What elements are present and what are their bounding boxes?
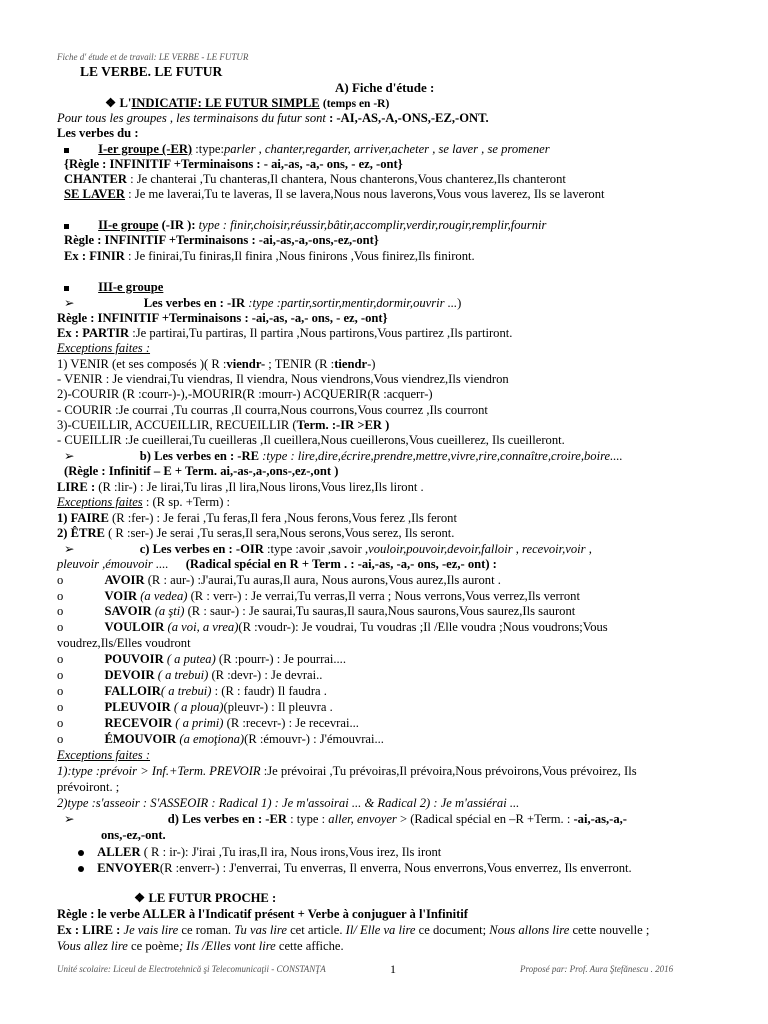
diamond-bullet-icon: ❖ (105, 96, 117, 110)
circle-bullet-icon: o (57, 732, 64, 746)
conj-cueillir: - CUEILLIR :Je cueillerai,Tu cueilleras ,Il cueillera,Nous cueillerons,Vous cueillerez, Ils cueilleront. (57, 433, 565, 447)
square-bullet-icon (64, 224, 69, 229)
arrow-bullet-icon: ➢ (64, 542, 75, 556)
circle-bullet-icon: o (57, 620, 64, 634)
group2-rule: Règle : INFINITIF +Terminaisons : -ai,-as,-a,-ons,-ez,-ont} (64, 233, 379, 247)
circle-bullet-icon: o (57, 604, 64, 618)
circle-bullet-icon: o (57, 668, 64, 682)
indicatif-heading: ❖ L'INDICATIF: LE FUTUR SIMPLE (temps en -R) (105, 96, 390, 110)
conj-vouloir-cont: voudrez,Ils/Elles voudront (57, 636, 191, 650)
exceptions-oir-heading: Exceptions faites : (57, 748, 151, 762)
group3-er-heading: ➢ d) Les verbes en : -ER : type : aller, envoyer > (Radical spécial en –R +Term. : -ai,-as,-a,- (64, 812, 627, 826)
conj-avoir: o AVOIR (R : aur-) :J'aurai,Tu auras,Il aura, Nous aurons,Vous aurez,Ils auront . (57, 573, 501, 587)
conj-recevoir: o RECEVOIR ( a primi) (R :recevr-) : Je recevrai... (57, 716, 359, 730)
round-bullet-icon (78, 866, 84, 872)
page-number: 1 (390, 962, 396, 976)
circle-bullet-icon: o (57, 716, 64, 730)
group3-re-rule: (Règle : Infinitif – E + Term. ai,-as-,a-,ons-,ez-,ont ) (64, 464, 339, 478)
section-a-heading: A) Fiche d'étude : (335, 80, 435, 95)
indicatif-title: INDICATIF: LE FUTUR SIMPLE (131, 96, 320, 110)
conj-courir: - COURIR :Je courrai ,Tu courras ,Il courra,Nous courrons,Vous courrez ,Ils courront (57, 403, 488, 417)
circle-bullet-icon: o (57, 573, 64, 587)
diamond-bullet-icon: ❖ (134, 891, 146, 905)
exception-prevoir: 1):type :prévoir > Inf.+Term. PREVOIR :Je prévoirai ,Tu prévoiras,Il prévoira,Nous prévoirons,Vous prévoirez, Ils (57, 764, 637, 778)
group3-partir: Ex : PARTIR :Je partirai,Tu partiras, Il partira ,Nous partirons,Vous partirez ,Ils partiront. (57, 326, 513, 340)
conj-pleuvoir: o PLEUVOIR ( a ploua)(pleuvr-) : Il pleuvra . (57, 700, 333, 714)
exceptions-ir-heading: Exceptions faites : (57, 341, 151, 355)
conj-falloir: o FALLOIR( a trebui) : (R : faudr) Il faudra . (57, 684, 327, 698)
group3-oir-rule: pleuvoir ,émouvoir .... (Radical spécial en R + Term . : -ai,-as, -a,- ons, -ez,- ont) : (57, 557, 497, 571)
group2-finir: Ex : FINIR : Je finirai,Tu finiras,Il finira ,Nous finirons ,Vous finirez,Ils finiront. (64, 249, 475, 263)
futur-proche-examples-cont: Vous allez lire ce poème; Ils /Elles vont lire cette affiche. (57, 939, 344, 953)
conj-pouvoir: o POUVOIR ( a putea) (R :pourr-) : Je pourrai.... (57, 652, 346, 666)
group3-oir-heading: ➢ c) Les verbes en : -OIR :type :avoir ,savoir ,vouloir,pouvoir,devoir,falloir , recevoir,voir , (64, 542, 592, 556)
group1-se-laver: SE LAVER : Je me laverai,Tu te laveras, Il se lavera,Nous nous laverons,Vous vous laverez, Ils se laveront (64, 187, 605, 201)
exception-prevoir-cont: prévoiront. ; (57, 780, 120, 794)
conj-faire: 1) FAIRE (R :fer-) : Je ferai ,Tu feras,Il fera ,Nous ferons,Vous ferez ,Ils feront (57, 511, 457, 525)
square-bullet-icon (64, 286, 69, 291)
exception-venir: 1) VENIR (et ses composés )( R :viendr- ; TENIR (R :tiendr-) (57, 357, 376, 371)
exceptions-re-heading: Exceptions faites : (R sp. +Term) : (57, 495, 231, 509)
group1-heading: I-er groupe (-ER) :type:parler , chanter,regarder, arriver,acheter , se laver , se promener (64, 142, 550, 157)
verbes-du-label: Les verbes du : (57, 126, 139, 140)
arrow-bullet-icon: ➢ (64, 296, 75, 310)
conj-envoyer: ENVOYER(R :enverr-) : J'enverrai, Tu enverras, Il enverra, Nous enverrons,Vous enverrez, Ils enverront. (78, 861, 632, 876)
conj-voir: o VOIR (a vedea) (R : verr-) : Je verrai,Tu verras,Il verra ; Nous verrons,Vous verrez,Ils verront (57, 589, 580, 603)
group2-heading: II-e groupe (-IR ): type : finir,choisir,réussir,bâtir,accomplir,verdir,rougir,remplir,fournir (64, 218, 546, 233)
arrow-bullet-icon: ➢ (64, 449, 75, 463)
exception-asseoir: 2)type :s'asseoir : S'ASSEOIR : Radical 1) : Je m'assoirai ... & Radical 2) : Je m'assiérai ... (57, 796, 520, 810)
footer-school: Unité scolaire: Liceul de Electrotehnică şi Telecomunicaţii - CONSTANŢA (57, 964, 326, 974)
circle-bullet-icon: o (57, 589, 64, 603)
futur-proche-heading: ❖ LE FUTUR PROCHE : (134, 891, 277, 905)
round-bullet-icon (78, 850, 84, 856)
circle-bullet-icon: o (57, 684, 64, 698)
conj-etre: 2) ÊTRE ( R :ser-) Je serai ,Tu seras,Il sera,Nous serons,Vous serez, Ils seront. (57, 526, 455, 540)
conj-devoir: o DEVOIR ( a trebui) (R :devr-) : Je devrai.. (57, 668, 323, 682)
exception-cueillir: 3)-CUEILLIR, ACCUEILLIR, RECUEILLIR (Term. :-IR >ER ) (57, 418, 390, 432)
conj-venir: - VENIR : Je viendrai,Tu viendras, Il viendra, Nous viendrons,Vous viendrez,Ils viendron (57, 372, 509, 386)
intro-line: Pour tous les groupes , les terminaisons du futur sont : -AI,-AS,-A,-ONS,-EZ,-ONT. (57, 111, 489, 125)
footer-author: Proposé par: Prof. Aura Ştefănescu . 2016 (520, 964, 674, 974)
conj-emouvoir: o ÉMOUVOIR (a emoţiona)(R :émouvr-) : J'émouvrai... (57, 732, 384, 746)
circle-bullet-icon: o (57, 652, 64, 666)
group1-chanter: CHANTER : Je chanterai ,Tu chanteras,Il chantera, Nous chanterons,Vous chanterez,Ils chanteront (64, 172, 566, 186)
group3-heading: III-e groupe (64, 280, 163, 295)
page-title: LE VERBE. LE FUTUR (80, 64, 223, 79)
conj-savoir: o SAVOIR (a şti) (R : saur-) : Je saurai,Tu sauras,Il saura,Nous saurons,Vous saurez,Ils sauront (57, 604, 576, 618)
group3-ir-heading: ➢ Les verbes en : -IR :type :partir,sortir,mentir,dormir,ouvrir ...) (64, 296, 462, 310)
futur-proche-examples: Ex : LIRE : Je vais lire ce roman. Tu vas lire cet article. Il/ Elle va lire ce document; Nous allons lire cette nouvelle ; (57, 923, 650, 937)
conj-vouloir: o VOULOIR (a voi, a vrea)(R :voudr-): Je voudrai, Tu voudras ;Il /Elle voudra ;Nous voudrons;Vous (57, 620, 608, 634)
group3-ir-rule: Règle : INFINITIF +Terminaisons : -ai,-as, -a,- ons, - ez, -ont} (57, 311, 388, 325)
group1-rule: {Règle : INFINITIF +Terminaisons : - ai,-as, -a,- ons, - ez, -ont} (64, 157, 403, 171)
conj-aller: ALLER ( R : ir-): J'irai ,Tu iras,Il ira, Nous irons,Vous irez, Ils iront (78, 845, 441, 860)
conj-lire: LIRE : (R :lir-) : Je lirai,Tu liras ,Il lira,Nous lirons,Vous lirez,Ils liront . (57, 480, 424, 494)
running-header: Fiche d' étude et de travail: LE VERBE - LE FUTUR (57, 52, 249, 62)
group3-er-rule-cont: ons,-ez,-ont. (101, 828, 166, 842)
futur-proche-rule: Règle : le verbe ALLER à l'Indicatif présent + Verbe à conjuguer à l'Infinitif (57, 907, 468, 921)
group3-re-heading: ➢ b) Les verbes en : -RE :type : lire,dire,écrire,prendre,mettre,vivre,rire,connaître,croire,boire.... (64, 449, 623, 463)
arrow-bullet-icon: ➢ (64, 812, 75, 826)
circle-bullet-icon: o (57, 700, 64, 714)
square-bullet-icon (64, 148, 69, 153)
exception-courir: 2)-COURIR (R :courr-)-),-MOURIR(R :mourr-) ACQUERIR(R :acquerr-) (57, 387, 433, 401)
